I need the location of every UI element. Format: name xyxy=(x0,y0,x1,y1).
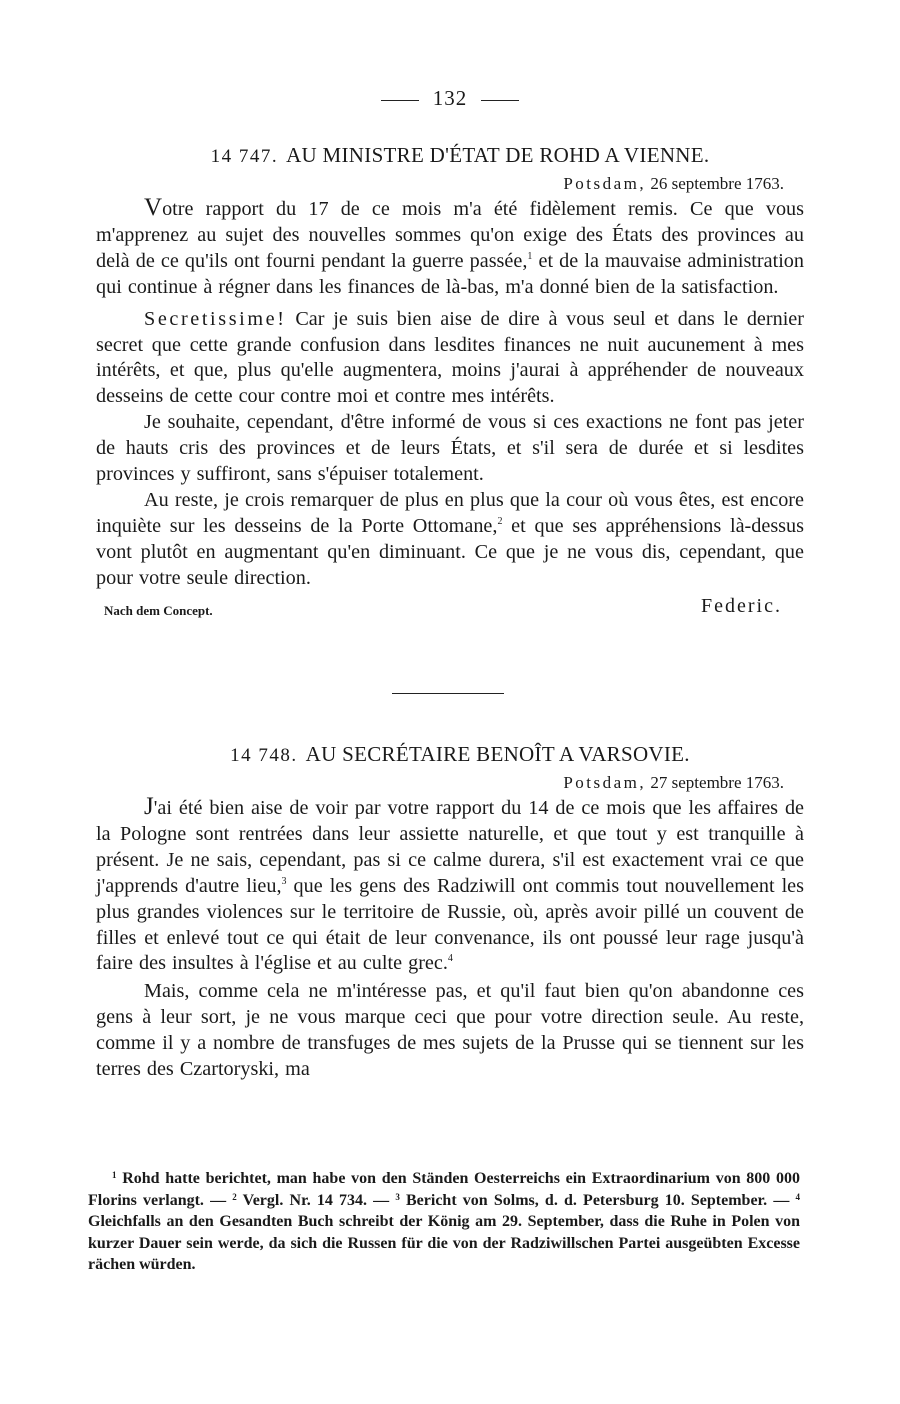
footnote-text: Gleichfalls an den Gesandten Buch schreibt der König am 29. September, dass die Ruhe in Polen von kurzer Dauer sein werde, da sich die Russen für die von der Radziwillschen Partei ausgeübten Excesse rächen würden. xyxy=(88,1213,800,1274)
footnote-marker: 2 xyxy=(232,1191,237,1202)
letter-number: 14 748. xyxy=(230,745,298,766)
section-divider xyxy=(392,693,504,694)
drop-cap: J xyxy=(144,793,154,820)
header-rule-right xyxy=(481,100,519,101)
letter-title: AU SECRÉTAIRE BENOÎT A VARSOVIE. xyxy=(305,742,690,766)
dateline-date: 27 septembre 1763. xyxy=(650,773,784,792)
signature: Federic. xyxy=(701,594,782,617)
page-number: 132 xyxy=(432,86,468,110)
paragraph: Mais, comme cela ne m'intéresse pas, et qu'il faut bien qu'on abandonne ces gens à leur sort, je ne vous marque ceci que pour votre direction seule. Au reste, comme il y a nombre de transfuges de mes sujets de la Prusse qui se tiennent sur les terres des Czartoryski, ma xyxy=(96,980,804,1081)
source-note: Nach dem Concept. xyxy=(104,602,213,618)
paragraph: J'ai été bien aise de voir par votre rapport du 14 de ce mois que les affaires de la Pologne sont rentrées dans leur assiette naturelle, et que tout y est tranquille à présent. Je ne sais, cependant, pas si ce calme durera, s'il est exactement vrai ce que j'apprends d'autre lieu,$^3$ que les gens des Radziwill ont commis tout nouvellement les plus grandes violences sur le territoire de Russie, où, après avoir pillé un couvent de filles et enlevé tout ce qui était de leur convenance, ils ont poussé leur rage jusqu'à faire des insultes à l'église et au culte grec.$^4$ xyxy=(96,793,804,975)
dateline-place: Potsdam, xyxy=(563,174,647,193)
footnote-block xyxy=(88,1168,800,1276)
dateline-date: 26 septembre 1763. xyxy=(650,174,784,193)
footnote-text: Rohd hatte berichtet, man habe von den Ständen Oesterreichs ein Extraordinarium von 800 000 Florins verlangt. — xyxy=(88,1170,800,1209)
letter-14748 xyxy=(96,742,804,1083)
closing xyxy=(96,595,804,621)
header-rule-left xyxy=(381,100,419,101)
footnote-text: Bericht von Solms, d. d. Petersburg 10. September. — xyxy=(399,1191,796,1209)
letter-number: 14 747. xyxy=(210,146,279,167)
dateline xyxy=(96,174,804,194)
dateline xyxy=(96,773,804,793)
footnote-ref: 4 xyxy=(447,953,453,965)
footnote-ref: 1 xyxy=(527,250,533,262)
footnote-marker: 1 xyxy=(112,1170,117,1180)
paragraph: Votre rapport du 17 de ce mois m'a été fidèlement remis. Ce que vous m'apprenez au sujet des nouvelles sommes qu'on exige des États des provinces au delà de ce qu'ils ont fourni pendant la guerre passée,$^1$ et de la mauvaise administration qui continue à régner dans les finances de là-bas, m'a donné bien de la satisfaction. xyxy=(96,194,804,298)
letter-heading xyxy=(116,143,804,168)
footnote-marker: 4 xyxy=(795,1191,801,1202)
dateline-place: Potsdam, xyxy=(563,773,647,792)
letter-14747 xyxy=(96,143,804,621)
spaced-word: Secretissime! xyxy=(144,307,287,330)
paragraph: Secretissime! Car je suis bien aise de dire à vous seul et dans le dernier secret que cette grande confusion dans lesdites finances ne nuit aucunement à mes intérêts, et que, plus qu'elle augmentera, moins j'aurai à appréhender de nouveaux desseins de cette cour contre moi et contre mes intérêts. xyxy=(96,307,804,408)
letter-heading xyxy=(116,742,804,767)
footnote-ref: 2 xyxy=(497,515,503,527)
letter-title: AU MINISTRE D'ÉTAT DE ROHD A VIENNE. xyxy=(286,143,710,167)
page-header xyxy=(0,86,900,111)
footnote-text: Vergl. Nr. 14 734. — xyxy=(236,1191,396,1209)
paragraph: Au reste, je crois remarquer de plus en plus que la cour où vous êtes, est encore inquiète sur les desseins de la Porte Ottomane,$^2$ et que ses appréhensions là-dessus vont plutôt en augmentant qu'en diminuant. Ce que je ne vous dis, cependant, que pour votre seule direction. xyxy=(96,488,804,589)
drop-cap: V xyxy=(144,194,163,221)
footnote-ref: 3 xyxy=(281,875,287,887)
footnote-marker: 3 xyxy=(395,1191,400,1202)
footnotes xyxy=(88,1168,800,1276)
paragraph: Je souhaite, cependant, d'être informé de vous si ces exactions ne font pas jeter de hauts cris des provinces et de leurs États, et s'il sera de durée et si lesdites provinces y suffiront, sans s'épuiser totalement. xyxy=(96,411,804,486)
